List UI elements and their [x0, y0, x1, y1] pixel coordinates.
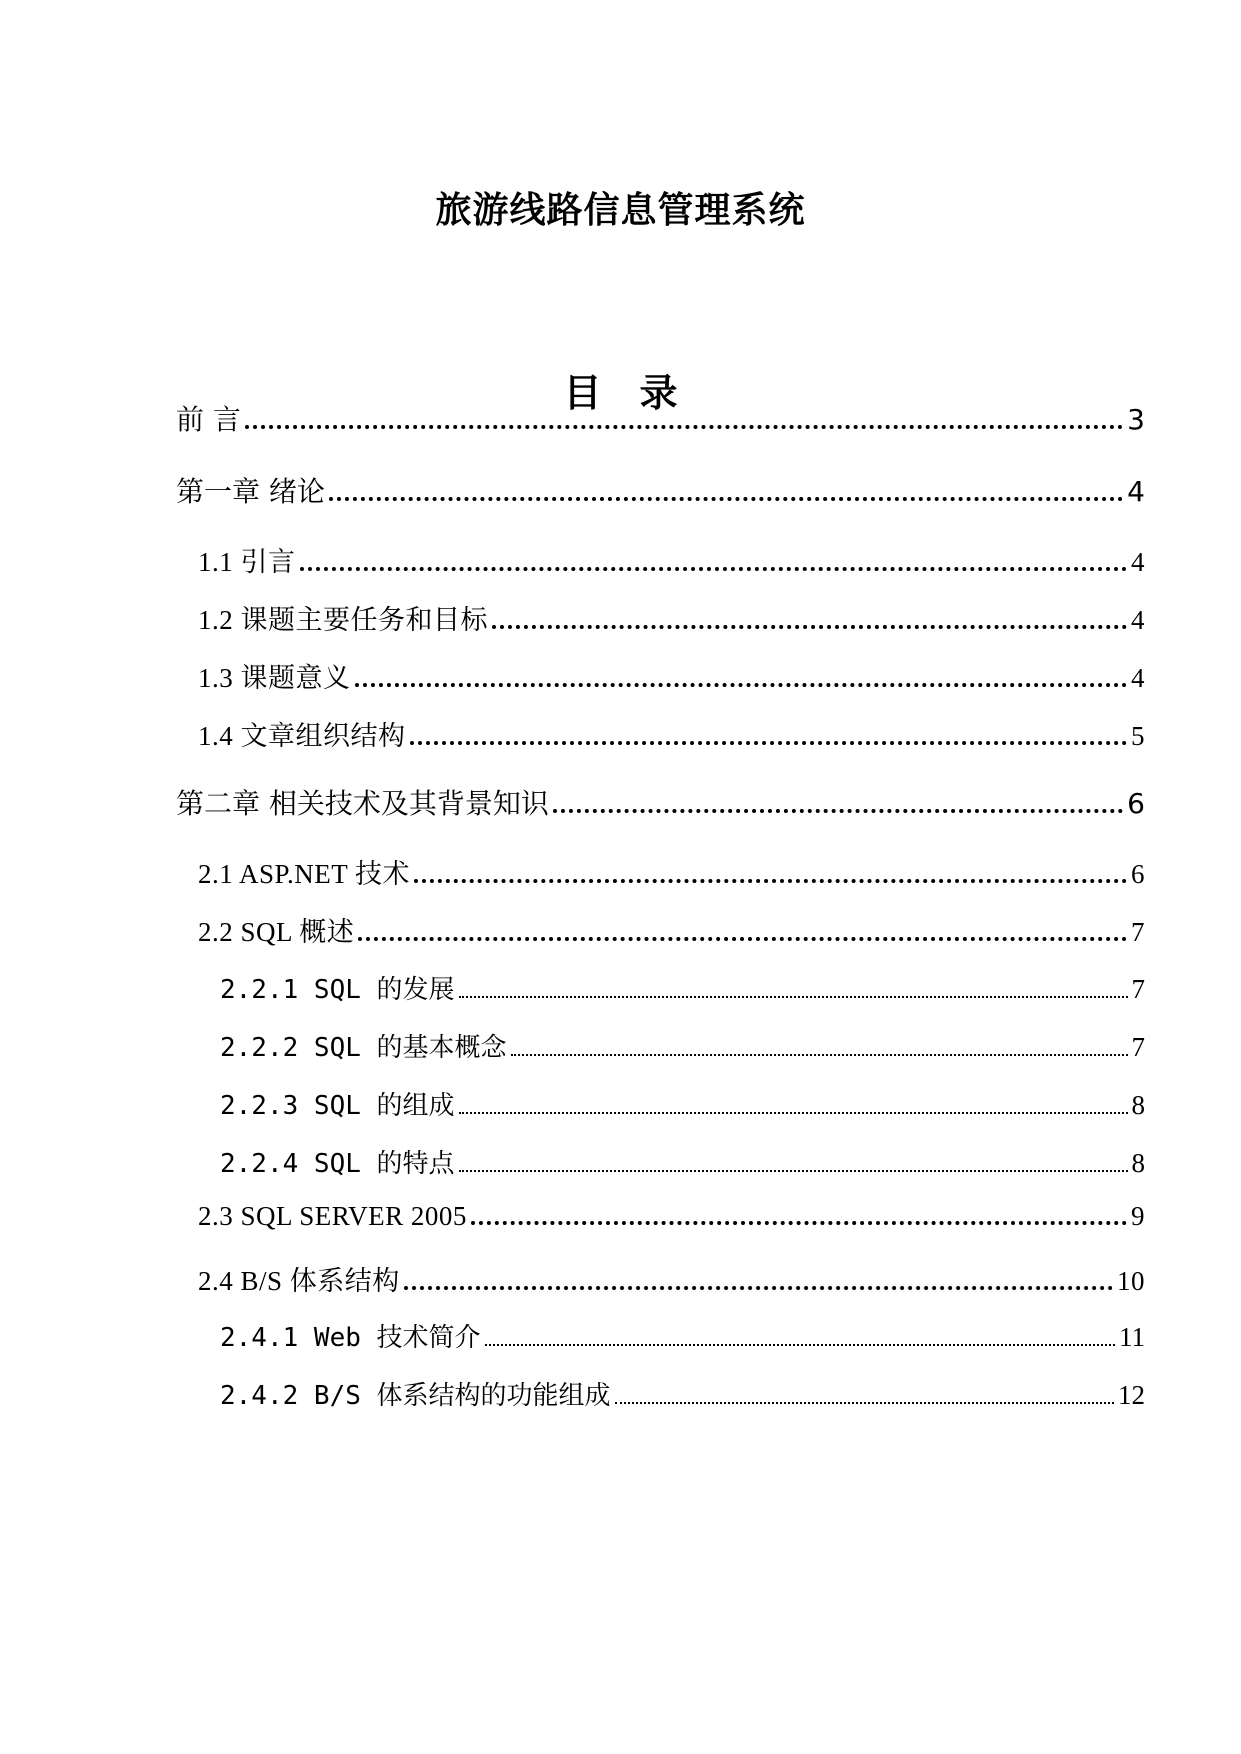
toc-entry-label: 2.2 SQL 概述 — [198, 917, 355, 947]
toc-leader-dots — [459, 1110, 1128, 1114]
toc-leader-dots — [329, 495, 1123, 501]
toc-entry[interactable] — [198, 540, 1145, 579]
toc-entry-label: 1.2 课题主要任务和目标 — [198, 605, 488, 635]
toc-entry[interactable] — [198, 714, 1145, 753]
toc-entry-page: 10 — [1117, 1266, 1145, 1296]
toc-entry[interactable] — [220, 1143, 1145, 1180]
toc-entry-page: 4 — [1131, 663, 1145, 693]
toc-entry-label: 1.4 文章组织结构 — [198, 721, 406, 751]
toc-leader-dots — [492, 623, 1127, 629]
toc-entry-page: 6 — [1127, 787, 1145, 820]
toc-entry-label: 2.2.3 SQL 的组成 — [220, 1091, 455, 1121]
toc-entry-page: 6 — [1131, 859, 1145, 889]
toc-leader-dots — [355, 681, 1128, 687]
toc-entry-page: 4 — [1131, 605, 1145, 635]
toc-leader-dots — [358, 935, 1127, 941]
toc-entry[interactable] — [176, 398, 1145, 438]
toc-leader-dots — [485, 1342, 1115, 1346]
toc-entry-page: 8 — [1131, 1148, 1145, 1178]
toc-entry[interactable] — [220, 1375, 1145, 1412]
toc-entry-page: 4 — [1131, 547, 1145, 577]
toc-entry-label: 2.4.1 Web 技术简介 — [220, 1323, 481, 1353]
toc-entry-label: 2.2.2 SQL 的基本概念 — [220, 1033, 507, 1063]
toc-entry-label: 2.2.4 SQL 的特点 — [220, 1149, 455, 1179]
toc-entry[interactable] — [176, 782, 1145, 822]
toc-entry-page: 11 — [1119, 1322, 1145, 1352]
toc-leader-dots — [300, 565, 1128, 571]
toc-leader-dots — [410, 739, 1128, 745]
toc-entry[interactable] — [220, 1085, 1145, 1122]
document-title: 旅游线路信息管理系统 — [435, 190, 806, 231]
toc-entry[interactable] — [198, 1259, 1145, 1298]
toc-leader-dots — [471, 1219, 1127, 1225]
toc-leader-dots — [615, 1400, 1114, 1404]
toc-entry-page: 5 — [1131, 721, 1145, 751]
toc-entry-page: 9 — [1131, 1201, 1145, 1231]
toc-entry[interactable] — [198, 1201, 1145, 1232]
toc-entry-label: 1.3 课题意义 — [198, 663, 351, 693]
toc-leader-dots — [459, 994, 1128, 998]
toc-entry-label: 2.1 ASP.NET 技术 — [198, 859, 411, 889]
toc-entry-label: 1.1 引言 — [198, 547, 296, 577]
toc-entry-label: 前 言 — [176, 403, 241, 436]
toc-entry[interactable] — [198, 598, 1145, 637]
toc-entry-label: 2.3 SQL SERVER 2005 — [198, 1201, 467, 1231]
toc-leader-dots — [553, 807, 1123, 813]
toc-entry-page: 7 — [1131, 917, 1145, 947]
toc-entry-page: 4 — [1127, 475, 1145, 508]
toc-heading: 目 录 — [563, 371, 678, 415]
toc-entry-label: 第一章 绪论 — [176, 475, 325, 508]
toc-leader-dots — [459, 1168, 1128, 1172]
toc-entry-page: 12 — [1118, 1380, 1145, 1410]
toc-entry[interactable] — [220, 969, 1145, 1006]
toc-leader-dots — [511, 1052, 1128, 1056]
toc-leader-dots — [245, 423, 1123, 429]
toc-entry-label: 2.2.1 SQL 的发展 — [220, 975, 455, 1005]
toc-entry-page: 7 — [1131, 1032, 1145, 1062]
toc-entry[interactable] — [220, 1027, 1145, 1064]
toc-entry-label: 2.4.2 B/S 体系结构的功能组成 — [220, 1381, 611, 1411]
toc-leader-dots — [414, 877, 1127, 883]
toc-entry[interactable] — [176, 470, 1145, 510]
toc-entry-page: 8 — [1131, 1090, 1145, 1120]
toc-entry-page: 7 — [1131, 974, 1145, 1004]
toc-entry[interactable] — [198, 852, 1145, 891]
toc-entry[interactable] — [220, 1317, 1145, 1354]
toc-leader-dots — [404, 1284, 1113, 1290]
toc-entry-label: 第二章 相关技术及其背景知识 — [176, 787, 549, 820]
toc-entry-label: 2.4 B/S 体系结构 — [198, 1266, 400, 1296]
toc-entry[interactable] — [198, 910, 1145, 949]
toc-entry-page: 3 — [1127, 403, 1145, 436]
toc-entry[interactable] — [198, 656, 1145, 695]
